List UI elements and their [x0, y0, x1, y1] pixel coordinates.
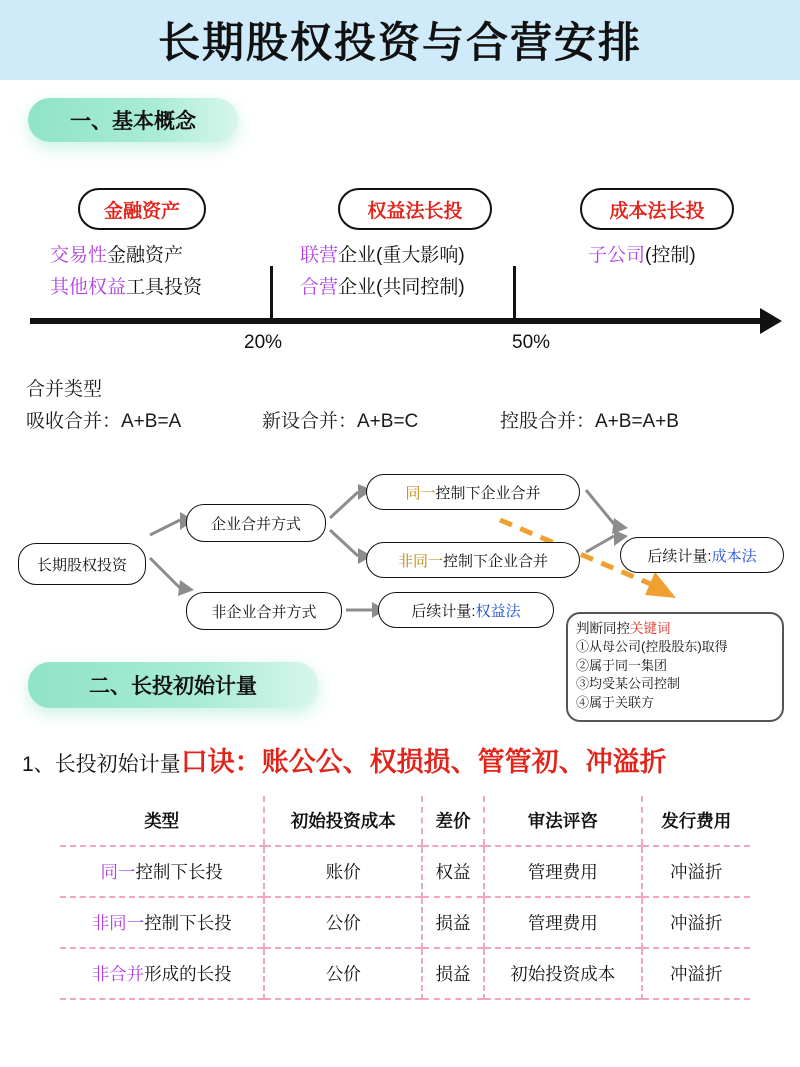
merge-types-heading: 合并类型 [26, 379, 103, 400]
keybox-item-3: ③均受某公司控制 [576, 676, 681, 692]
flow-node-same-control-merger [366, 474, 580, 510]
row-3-type-plain: 形成的长投 [144, 964, 232, 984]
keybox-item-2: ②属于同一集团 [576, 657, 668, 673]
table-header-row [60, 796, 750, 846]
initial-measurement-table [60, 796, 750, 1000]
keybox-item-4: ④属于关联方 [576, 694, 655, 710]
list-number: 1、 [22, 753, 55, 776]
table-row [60, 948, 750, 999]
note-4-plain: 企业(共同控制) [338, 277, 465, 298]
th-difference: 差价 [422, 796, 484, 846]
row-2-type-colored: 非同一 [91, 913, 145, 933]
keybox-title-key: 关键词 [630, 621, 671, 636]
note-1-plain: 金融资产 [107, 245, 184, 266]
list-text: 长投初始计量 [54, 753, 181, 776]
note-5-plain: (控制) [645, 245, 696, 266]
note-3-colored: 联营 [300, 245, 339, 266]
table-row [60, 897, 750, 948]
axis-label-20: 20% [244, 332, 283, 353]
row-3-audit-fee: 初始投资成本 [484, 948, 642, 999]
note-subsidiary [588, 240, 696, 267]
row-3-initial-cost: 公价 [264, 948, 422, 999]
row-3-type [60, 948, 264, 999]
not-same-control-highlight: 非同一 [397, 552, 443, 570]
th-initial-cost: 初始投资成本 [264, 796, 422, 846]
merge-type-holding: 控股合并：A+B=A+B [500, 411, 679, 432]
note-other-equity-instrument [50, 272, 202, 299]
row-2-type-plain: 控制下长投 [144, 913, 232, 933]
row-1-initial-cost: 账价 [264, 846, 422, 897]
concept-oval-equity-method: 权益法长投 [338, 188, 492, 230]
same-control-keywords-box [566, 612, 784, 722]
axis-tick-20 [270, 266, 273, 322]
row-3-issue-cost: 冲溢折 [642, 948, 750, 999]
equity-result-prefix: 后续计量: [411, 602, 476, 620]
mnemonic-text: 口诀：账公公、权损损、管管初、冲溢折 [180, 747, 667, 777]
note-joint-venture [300, 272, 465, 299]
flow-node-not-same-control-merger [366, 542, 580, 578]
note-1-colored: 交易性 [50, 245, 108, 266]
cost-result-value: 成本法 [711, 547, 757, 565]
section-heading-two: 二、长投初始计量 [28, 662, 318, 708]
th-type: 类型 [60, 796, 264, 846]
initial-measurement-line [22, 740, 667, 779]
flow-node-subsequent-equity-method [378, 592, 554, 628]
merge-type-new-entity: 新设合并：A+B=C [262, 411, 419, 432]
same-control-highlight: 同一 [405, 484, 436, 502]
row-2-audit-fee: 管理费用 [484, 897, 642, 948]
concept-oval-financial-asset: 金融资产 [78, 188, 206, 230]
keybox-title [576, 619, 774, 638]
row-2-type [60, 897, 264, 948]
row-1-type [60, 846, 264, 897]
row-3-type-colored: 非合并 [91, 964, 145, 984]
merge-type-absorption: 吸收合并：A+B=A [26, 411, 182, 432]
row-2-initial-cost: 公价 [264, 897, 422, 948]
note-2-plain: 工具投资 [126, 277, 203, 298]
page-title-band [0, 0, 800, 80]
axis-arrow-icon [760, 308, 782, 334]
axis-label-50: 50% [512, 332, 551, 353]
cost-result-prefix: 后续计量: [647, 547, 712, 565]
table-row [60, 846, 750, 897]
flow-node-long-term-equity-investment: 长期股权投资 [18, 543, 146, 585]
note-5-colored: 子公司 [588, 245, 646, 266]
row-1-audit-fee: 管理费用 [484, 846, 642, 897]
note-4-colored: 合营 [300, 277, 339, 298]
section-heading-one: 一、基本概念 [28, 98, 238, 142]
row-2-difference: 损益 [422, 897, 484, 948]
same-control-rest: 控制下企业合并 [435, 484, 541, 502]
page-title: 长期股权投资与合营安排 [157, 19, 642, 66]
row-1-difference: 权益 [422, 846, 484, 897]
th-audit-fee: 审法评咨 [484, 796, 642, 846]
not-same-control-rest: 控制下企业合并 [443, 552, 549, 570]
axis-tick-50 [513, 266, 516, 322]
keybox-item-1: ①从母公司(控股股东)取得 [576, 639, 728, 655]
flow-node-subsequent-cost-method [620, 537, 784, 573]
row-1-type-plain: 控制下长投 [135, 862, 223, 882]
equity-result-value: 权益法 [475, 602, 521, 620]
concept-oval-cost-method: 成本法长投 [580, 188, 734, 230]
ownership-axis-line [30, 318, 772, 324]
row-1-issue-cost: 冲溢折 [642, 846, 750, 897]
note-trading-financial-asset [50, 240, 183, 267]
th-issue-cost: 发行费用 [642, 796, 750, 846]
note-associate-enterprise [300, 240, 465, 267]
keybox-title-prefix: 判断同控 [576, 621, 630, 636]
flow-node-merger-method: 企业合并方式 [186, 504, 326, 542]
note-3-plain: 企业(重大影响) [338, 245, 465, 266]
row-3-difference: 损益 [422, 948, 484, 999]
flow-node-non-merger-method: 非企业合并方式 [186, 592, 342, 630]
row-1-type-colored: 同一 [100, 862, 136, 882]
note-2-colored: 其他权益 [50, 277, 127, 298]
row-2-issue-cost: 冲溢折 [642, 897, 750, 948]
